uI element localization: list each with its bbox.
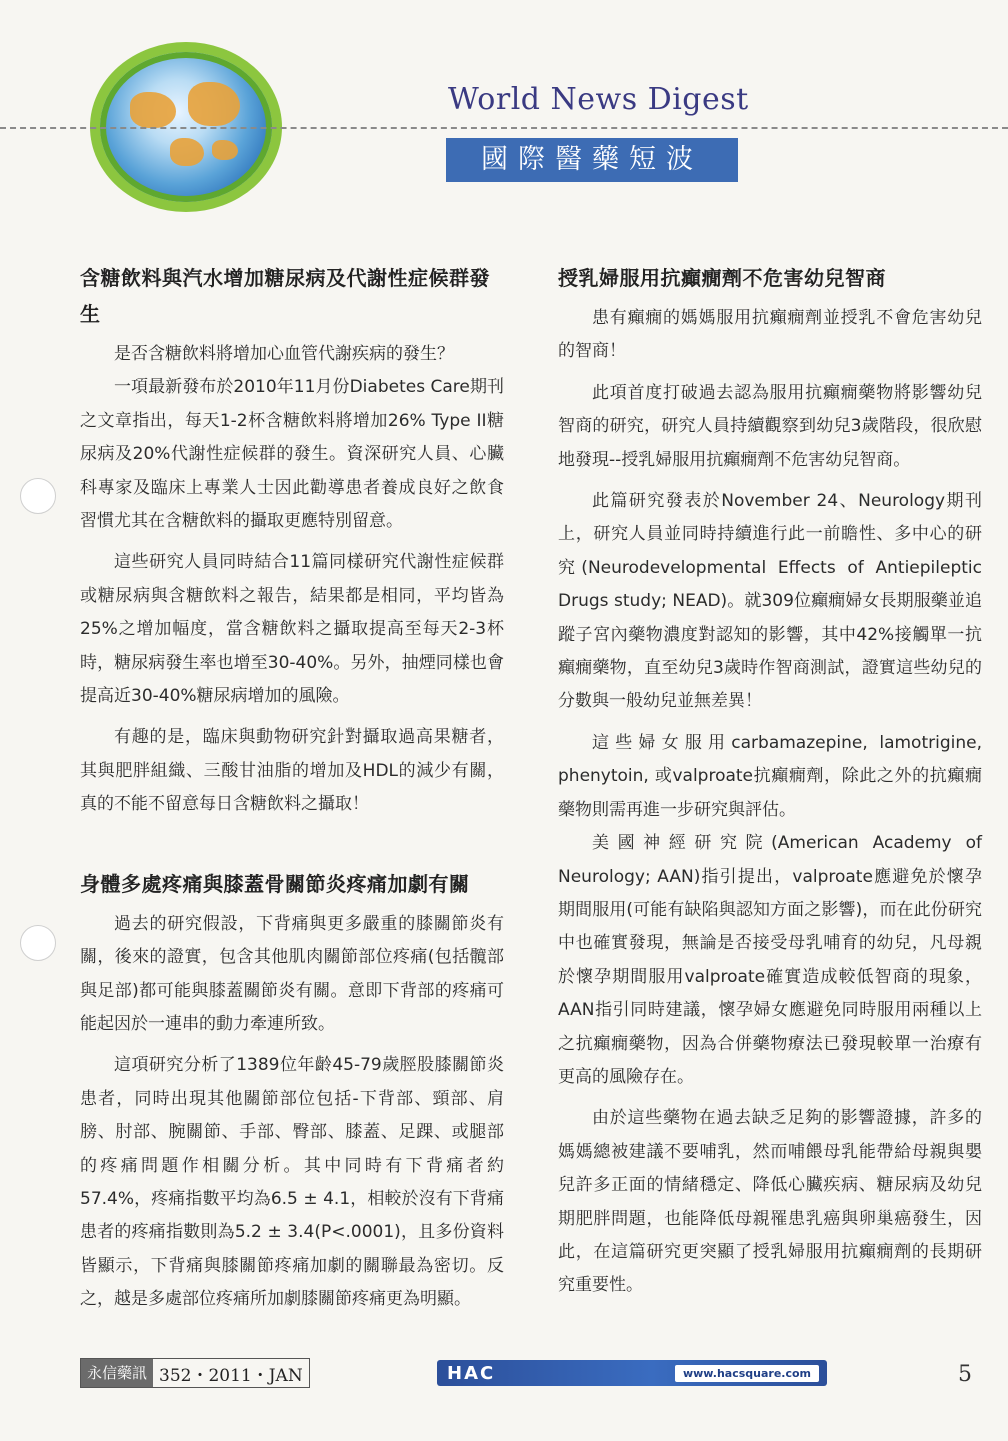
- article-paragraph: 此篇研究發表於November 24、Neurology期刊上，研究人員並同時持續進行此一前瞻性、多中心的研究(Neurodevelopmental Effects of Antiepileptic Drugs study; NEAD)。就309位癲癇婦女長期服藥並追蹤子宮內藥物濃度對認知的影響，其中42%接觸單一抗癲癇藥物，直至幼兒3歲時作智商測試，證實這些幼兒的分數與一般幼兒並無差異！: [558, 491, 982, 712]
- article-paragraph: 美國神經研究院(American Academy of Neurology; AAN)指引提出，valproate應避免於懷孕期間服用(可能有缺陷與認知方面之影響)，而在此份研究中也確實發現，無論是否接受母乳哺育的幼兒，凡母親於懷孕期間服用valproate確實造成較低智商的現象，AAN指引同時建議，懷孕婦女應避免同時服用兩種以上之抗癲癇藥物，因為合併藥物療法已發現較單一治療有更高的風險存在。: [558, 833, 982, 1087]
- article-knee-pain: [80, 866, 504, 1317]
- article-paragraph: 這些研究人員同時結合11篇同樣研究代謝性症候群或糖尿病與含糖飲料之報告，結果都是相同，平均皆為25%之增加幅度，當含糖飲料之攝取提高至每天2-3杯時，糖尿病發生率也增至30-40%。另外，抽煙同樣也會提高近30-40%糖尿病增加的風險。: [80, 552, 504, 707]
- binder-hole: [20, 925, 56, 961]
- banner-url[interactable]: www.hacsquare.com: [675, 1365, 819, 1382]
- article-paragraph: 這些婦女服用carbamazepine, lamotrigine, phenytoin, 或valproate抗癲癇劑，除此之外的抗癲癇藥物則需再進一步研究與評估。: [558, 732, 982, 820]
- article-paragraph: 過去的研究假設，下背痛與更多嚴重的膝關節炎有關，後來的證實，包含其他肌肉關節部位疼痛(包括髖部與足部)都可能與膝蓋關節炎有關。意即下背部的疼痛可能起因於一連串的動力牽連所致。: [80, 913, 504, 1034]
- article-paragraph: 此項首度打破過去認為服用抗癲癇藥物將影響幼兒智商的研究，研究人員持續觀察到幼兒3歲階段，很欣慰地發現--授乳婦服用抗癲癇劑不危害幼兒智商。: [558, 382, 982, 470]
- masthead-title: World News Digest: [448, 82, 749, 117]
- issue-number: 352・2011・JAN: [159, 1365, 303, 1386]
- masthead-subtitle: 國際醫藥短波: [446, 138, 738, 182]
- issue-label: [80, 1358, 310, 1388]
- article-paragraph: 是否含糖飲料將增加心血管代謝疾病的發生？: [114, 344, 454, 364]
- left-column: [80, 260, 504, 1317]
- article-paragraph: 這項研究分析了1389位年齡45-79歲脛股膝關節炎患者，同時出現其他關節部位包括-下背部、頸部、肩膀、肘部、腕關節、手部、臀部、膝蓋、足踝、或腿部的疼痛問題作相關分析。其中同時有下背痛者約57.4%，疼痛指數平均為6.5 ± 4.1，相較於沒有下背痛患者的疼痛指數則為5.2 ± 3.4(P<.0001)，且多份資料皆顯示，下背痛與膝關節疼痛加劇的關聯最為密切。反之，越是多處部位疼痛所加劇膝關節疼痛更為明顯。: [80, 1055, 504, 1310]
- hac-logo: HAC: [447, 1362, 496, 1384]
- article-paragraph: 患有癲癇的媽媽服用抗癲癇劑並授乳不會危害幼兒的智商！: [558, 308, 982, 362]
- article-paragraph: 由於這些藥物在過去缺乏足夠的影響證據，許多的媽媽總被建議不要哺乳，然而哺餵母乳能帶給母親與嬰兒許多正面的情緒穩定、降低心臟疾病、糖尿病及幼兒期肥胖問題，也能降低母親罹患乳癌與卵巢癌發生，因此，在這篇研究更突顯了授乳婦服用抗癲癇劑的長期研究重要性。: [558, 1108, 982, 1296]
- publication-brand: 永信藥訊: [81, 1359, 153, 1387]
- article-title: 含糖飲料與汽水增加糖尿病及代謝性症候群發生: [80, 266, 490, 326]
- article-paragraph: 有趣的是，臨床與動物研究針對攝取過高果糖者，其與肥胖組織、三酸甘油脂的增加及HDL的減少有關，真的不能不留意每日含糖飲料之攝取！: [80, 727, 504, 815]
- page-number: 5: [958, 1362, 972, 1387]
- article-title: 身體多處疼痛與膝蓋骨關節炎疼痛加劇有關: [80, 871, 470, 896]
- right-column: [558, 260, 982, 1303]
- header-divider: [0, 127, 1008, 129]
- article-sugary-drinks: [80, 260, 504, 822]
- hac-banner[interactable]: [437, 1360, 827, 1386]
- article-paragraph: 一項最新發布於2010年11月份Diabetes Care期刊之文章指出，每天1-2杯含糖飲料將增加26% Type II糖尿病及20%代謝性症候群的發生。資深研究人員、心臟科專家及臨床上專業人士因此勸導患者養成良好之飲食習慣尤其在含糖飲料的攝取更應特別留意。: [80, 377, 504, 532]
- article-antiepileptic: [558, 260, 982, 1303]
- article-title: 授乳婦服用抗癲癇劑不危害幼兒智商: [558, 266, 886, 290]
- binder-hole: [20, 478, 56, 514]
